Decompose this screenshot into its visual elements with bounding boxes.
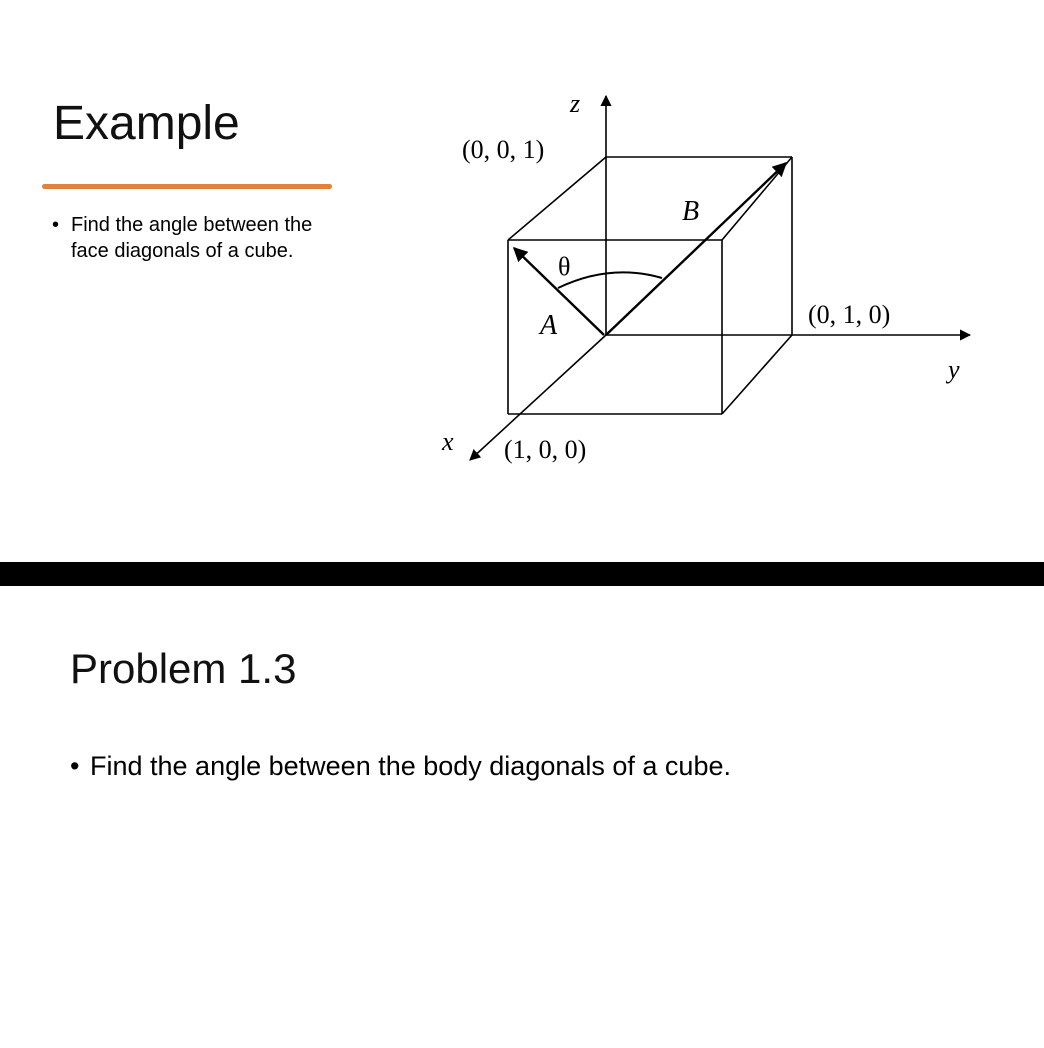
slide-problem [0,586,1044,1048]
point-010-label: (0, 1, 0) [808,300,891,329]
bullet-dot: • [70,751,80,781]
slide-divider [0,562,1044,586]
B-label: B [682,196,700,227]
point-100-label: (1, 0, 0) [504,435,587,464]
cube-diagram [430,88,990,478]
slide-title: Example [53,97,240,150]
vector-B [606,163,786,335]
cube-edge [508,157,606,240]
cube-edge [722,335,792,414]
bullet-text: Find the angle between the body diagonals of a cube. [90,751,731,781]
bullet-item [70,750,970,782]
bullet-text: Find the angle between the face diagonals of a cube. [71,214,313,262]
y-label: y [948,355,960,384]
bullet-item [52,212,322,264]
theta-arc [558,272,662,288]
x-label: x [442,427,454,456]
theta-label: θ [558,252,571,281]
z-label: z [570,89,581,118]
A-label: A [540,310,558,341]
point-001-label: (0, 0, 1) [462,135,545,164]
bullet-dot: • [52,214,60,236]
title-accent-underline [42,184,332,189]
slide-title: Problem 1.3 [70,645,297,692]
cube-edge [722,157,792,240]
